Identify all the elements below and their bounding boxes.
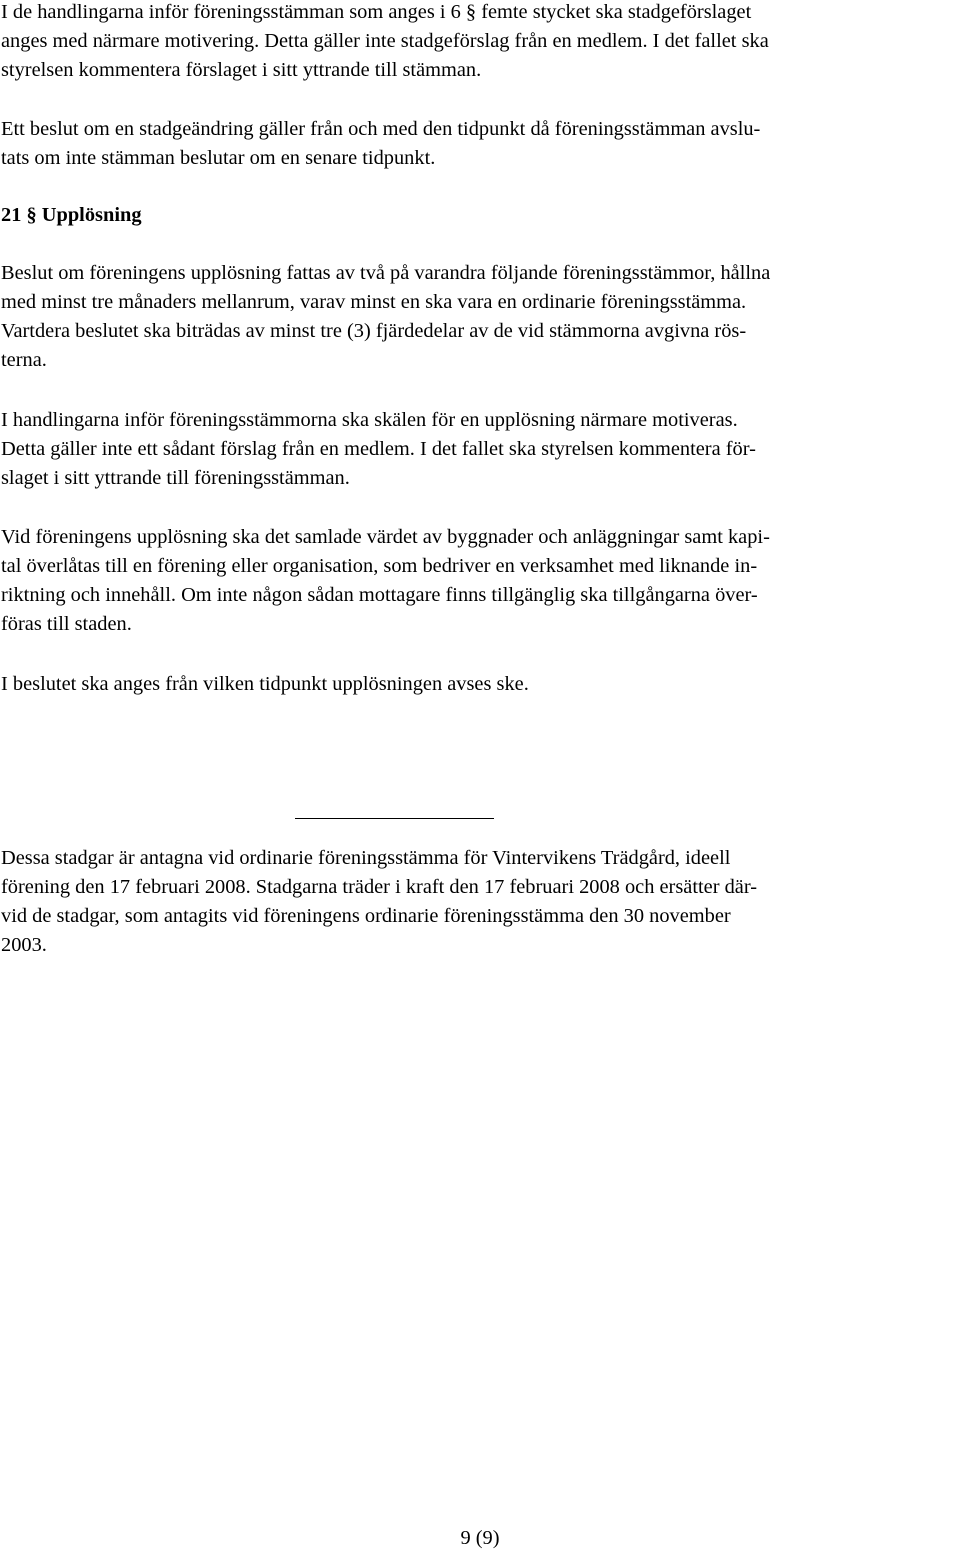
section-heading (1, 201, 959, 230)
text-line: föras till staden. (1, 613, 132, 635)
text-line: riktning och innehåll. Om inte någon sådan mottagare finns tillgänglig ska tillgångarna över- (1, 584, 758, 606)
text-line: Vid föreningens upplösning ska det samlade värdet av byggnader och anläggningar samt kapi- (1, 526, 770, 548)
text-line: med minst tre månaders mellanrum, varav minst en ska vara en ordinarie föreningsstämma. (1, 291, 747, 313)
text-line: slaget i sitt yttrande till föreningsstämman. (1, 467, 350, 489)
text-line: Beslut om föreningens upplösning fattas av två på varandra följande föreningsstämmor, hållna (1, 262, 771, 284)
text-line: 2003. (1, 934, 47, 956)
text-line: tats om inte stämman beslutar om en senare tidpunkt. (1, 147, 436, 169)
text-line: Detta gäller inte ett sådant förslag från en medlem. I det fallet ska styrelsen kommentera för- (1, 438, 756, 460)
text-line: Ett beslut om en stadgeändring gäller från och med den tidpunkt då föreningsstämman avslu- (1, 118, 761, 140)
text-line: I de handlingarna inför föreningsstämman som anges i 6 § femte stycket ska stadgeförslaget (1, 1, 752, 23)
paragraph-dissolution-motivation (1, 406, 959, 493)
paragraph-adoption (1, 844, 959, 960)
text-line: anges med närmare motivering. Detta gäller inte stadgeförslag från en medlem. I det fallet ska (1, 30, 769, 52)
separator-line (295, 818, 494, 819)
paragraph-dissolution-decision (1, 259, 959, 375)
text-line: Dessa stadgar är antagna vid ordinarie föreningsstämma för Vintervikens Trädgård, ideell (1, 847, 731, 869)
text-line: Vartdera beslutet ska biträdas av minst tre (3) fjärdedelar av de vid stämmorna avgivna rös- (1, 320, 747, 342)
paragraph-asset-transfer (1, 523, 959, 639)
paragraph-amendment-effective (1, 115, 959, 173)
page-number: 9 (9) (460, 1527, 500, 1549)
paragraph-amendment-motivation (1, 0, 959, 85)
text-line: tal överlåtas till en förening eller organisation, som bedriver en verksamhet med liknande in- (1, 555, 758, 577)
text-line: vid de stadgar, som antagits vid föreningens ordinarie föreningsstämma den 30 november (1, 905, 731, 927)
text-line: styrelsen kommentera förslaget i sitt yttrande till stämman. (1, 59, 482, 81)
text-line: terna. (1, 349, 47, 371)
text-line: förening den 17 februari 2008. Stadgarna träder i kraft den 17 februari 2008 och ersätter där- (1, 876, 758, 898)
text-line: I beslutet ska anges från vilken tidpunkt upplösningen avses ske. (1, 673, 529, 695)
section-title: 21 § Upplösning (1, 204, 142, 226)
text-line: I handlingarna inför föreningsstämmorna ska skälen för en upplösning närmare motiveras. (1, 409, 738, 431)
paragraph-dissolution-date (1, 670, 959, 699)
